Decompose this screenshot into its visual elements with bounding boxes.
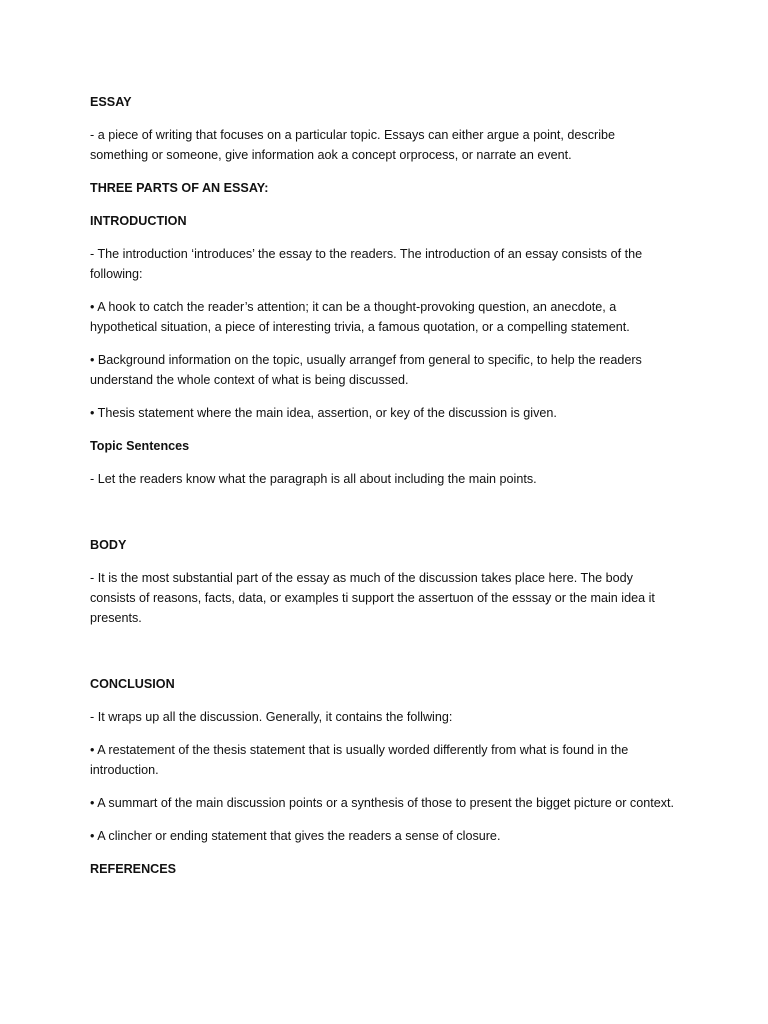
- conclusion-heading: CONCLUSION: [90, 677, 175, 691]
- conclusion-bullet-restatement: • A restatement of the thesis statement that is usually worded differently from what is found in the introduction.: [90, 743, 629, 777]
- section-spacer: [90, 641, 675, 674]
- essay-definition: - a piece of writing that focuses on a particular topic. Essays can either argue a point, describe something or someone, give information aok a concept orprocess, or narrate an event.: [90, 128, 616, 162]
- document-content: [90, 92, 675, 892]
- conclusion-bullet-summary: • A summart of the main discussion points or a synthesis of those to present the bigget picture or context.: [90, 796, 675, 810]
- introduction-bullet-thesis: • Thesis statement where the main idea, assertion, or key of the discussion is given.: [90, 406, 557, 420]
- references-heading: REFERENCES: [90, 862, 177, 876]
- introduction-bullet-background: • Background information on the topic, usually arrangef from general to specific, to help the readers understand the whole context of what is being discussed.: [90, 353, 642, 387]
- introduction-heading: INTRODUCTION: [90, 214, 187, 228]
- topic-sentences-heading: Topic Sentences: [90, 439, 190, 453]
- conclusion-description: - It wraps up all the discussion. Generally, it contains the follwing:: [90, 710, 453, 724]
- section-spacer: [90, 502, 675, 535]
- essay-heading: ESSAY: [90, 95, 132, 109]
- introduction-description: - The introduction ‘introduces’ the essay to the readers. The introduction of an essay consists of the following:: [90, 247, 643, 281]
- body-heading: BODY: [90, 538, 127, 552]
- body-description: - It is the most substantial part of the essay as much of the discussion takes place here. The body consists of reasons, facts, data, or examples ti support the assertuon of the esssay or the main idea it presents.: [90, 571, 655, 625]
- conclusion-bullet-clincher: • A clincher or ending statement that gives the readers a sense of closure.: [90, 829, 501, 843]
- topic-sentences-description: - Let the readers know what the paragraph is all about including the main points.: [90, 472, 537, 486]
- introduction-bullet-hook: • A hook to catch the reader’s attention; it can be a thought-provoking question, an anecdote, a hypothetical situation, a piece of interesting trivia, a famous quotation, or a compelling statement.: [90, 300, 630, 334]
- parts-heading: THREE PARTS OF AN ESSAY:: [90, 181, 269, 195]
